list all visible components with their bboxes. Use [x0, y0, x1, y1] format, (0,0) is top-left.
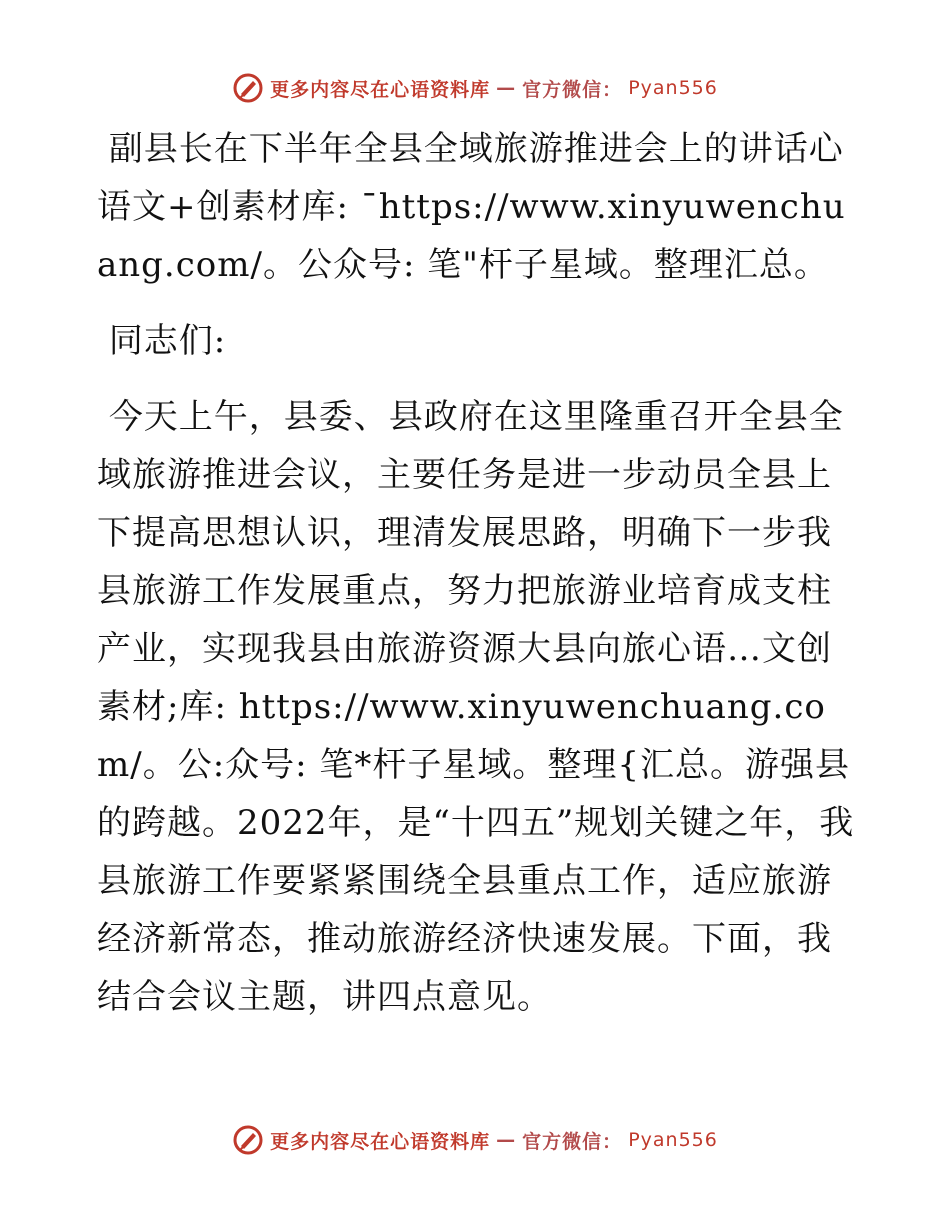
paragraph-gap [97, 294, 857, 312]
pen-seal-icon [232, 72, 264, 104]
footer-watermark [0, 1124, 950, 1156]
watermark-main-text: 更多内容尽在心语资料库 [270, 78, 491, 101]
watermark-wechat-id: Pyan556 [628, 1129, 718, 1151]
watermark-separator: — [496, 77, 517, 99]
watermark-main-text: 更多内容尽在心语资料库 [270, 1130, 491, 1153]
document-title-paragraph: 副县长在下半年全县全域旅游推进会上的讲话心语文+创素材库: ¯https://www.xinyuwenchuang.com/。公众号: 笔"杆子星域。整理汇总。 [97, 129, 846, 285]
salutation-paragraph: 同志们: [97, 321, 227, 361]
body-paragraph: 今天上午，县委、县政府在这里隆重召开全县全域旅游推进会议，主要任务是进一步动员全县上下提高思想认识，理清发展思路，明确下一步我县旅游工作发展重点，努力把旅游业培育成支柱产业，实现我县由旅游资源大县向旅心语…文创素材;库: https://www.xinyuwenchuang.com/。公:众号: 笔*杆子星域。整理{汇总。游强县的跨越。2022年，是“十四五”规划关键之年，我县旅游工作要紧紧围绕全县重点工作，适应旅游经济新常态，推动旅游经济快速发展。下面，我结合会议主题，讲四点意见。 [97, 397, 855, 1017]
watermark-sub-text: 官方微信： [522, 1130, 623, 1153]
watermark-separator: — [496, 1129, 517, 1151]
header-watermark [0, 72, 950, 104]
watermark-wechat-id: Pyan556 [628, 77, 718, 99]
document-body [97, 120, 857, 1026]
pen-seal-icon [232, 1124, 264, 1156]
paragraph-gap [97, 370, 857, 388]
watermark-sub-text: 官方微信： [522, 78, 623, 101]
